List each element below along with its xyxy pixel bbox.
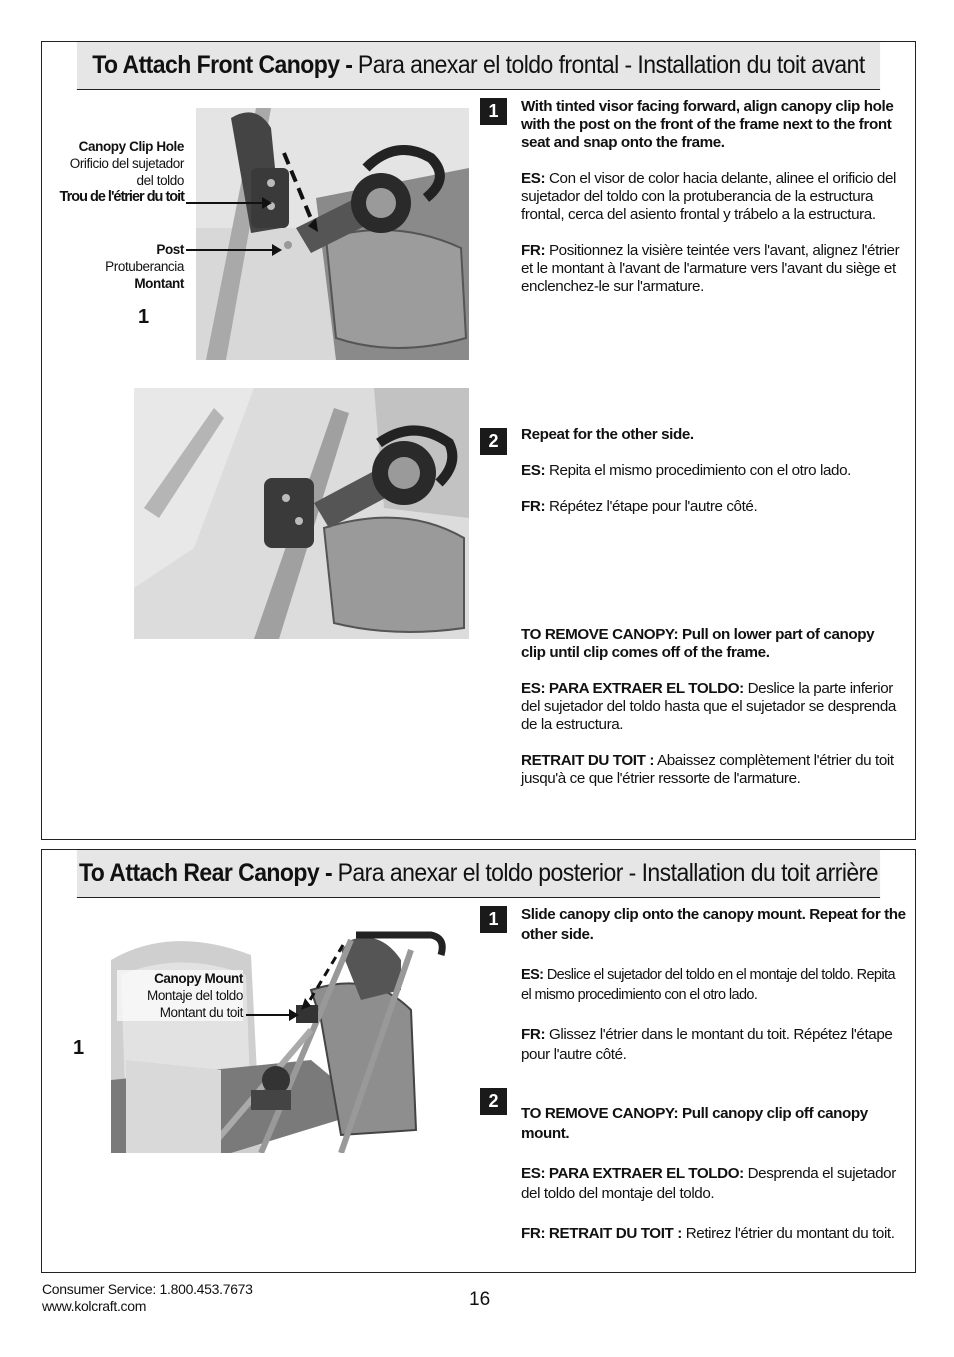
front-step1-photo [196, 108, 469, 360]
front-step2-text: Repeat for the other side. ES: Repita el mismo procedimiento con el otro lado. FR: Répétez l'étape pour l'autre côté. [521, 426, 851, 515]
rear-step2-badge: 2 [480, 1088, 507, 1115]
clip-hole-leader-line [186, 202, 264, 204]
rear-step1-badge: 1 [480, 906, 507, 933]
front-canopy-title: To Attach Front Canopy - Para anexar el toldo frontal - Installation du toit avant [77, 42, 880, 90]
rear-canopy-title: To Attach Rear Canopy - Para anexar el toldo posterior - Installation du toit arrière [77, 850, 880, 898]
canopy-mount-leader-line [246, 1014, 292, 1016]
front-remove-text: TO REMOVE CANOPY: Pull on lower part of canopy clip until clip comes off of the frame. ES: PARA EXTRAER EL TOLDO: Deslice la parte inferior del sujetador del toldo hasta que el sujetador se desprenda de la estructura. RETRAIT DU TOIT : Abaissez complètement l'étrier du toit jusqu'à ce que l'étrier ressorte de l'armature. [521, 626, 896, 787]
post-leader-line [186, 249, 274, 251]
page-number: 16 [469, 1289, 491, 1310]
front-step2-photo [134, 388, 469, 639]
consumer-service-phone: Consumer Service: 1.800.453.7673 [42, 1281, 253, 1297]
rear-figure-label: 1 [73, 1037, 85, 1059]
canopy-clip-hole-callout: Canopy Clip Hole Orificio del sujetador del toldo Trou de l'étrier du toit [59, 139, 184, 205]
clip-hole-arrow-icon [262, 197, 272, 209]
website-link[interactable]: www.kolcraft.com [42, 1298, 147, 1314]
front-figure-label: 1 [138, 306, 150, 328]
front-step1-text: With tinted visor facing forward, align canopy clip hole with the post on the front of the frame next to the front seat and snap onto the frame. ES: Con el visor de color hacia delante, alinee el orificio del sujetador del toldo con la protuberancia de la estructura frontal, cerca del asiento frontal y trábelo a la estructura. FR: Positionnez la visière teintée vers l'avant, alignez l'étrier et le montant à l'avant de l'armature vers l'avant du siège et enclenchez-le sur l'armature. [521, 98, 900, 295]
canopy-mount-callout: Canopy Mount Montaje del toldo Montant du toit [117, 970, 243, 1021]
rear-step1-photo [111, 930, 448, 1153]
rear-step2-text: TO REMOVE CANOPY: Pull canopy clip off canopy mount. ES: PARA EXTRAER EL TOLDO: Desprenda el sujetador del toldo del montaje del toldo. FR: RETRAIT DU TOIT : Retirez l'étrier du montant du toit. [521, 1105, 896, 1242]
front-step1-badge: 1 [480, 98, 507, 125]
post-arrow-icon [272, 244, 282, 256]
footer-contact [42, 1281, 253, 1315]
front-step2-badge: 2 [480, 428, 507, 455]
post-callout: Post Protuberancia Montant [105, 242, 184, 291]
canopy-mount-arrow-icon [289, 1009, 299, 1021]
rear-step1-text: Slide canopy clip onto the canopy mount. Repeat for the other side. ES: Deslice el sujetador del toldo en el montaje del toldo. Repita el mismo procedimiento con el otro lado. FR: Glissez l'étrier dans le montant du toit. Répétez l'étape pour l'autre côté. [521, 906, 906, 1063]
